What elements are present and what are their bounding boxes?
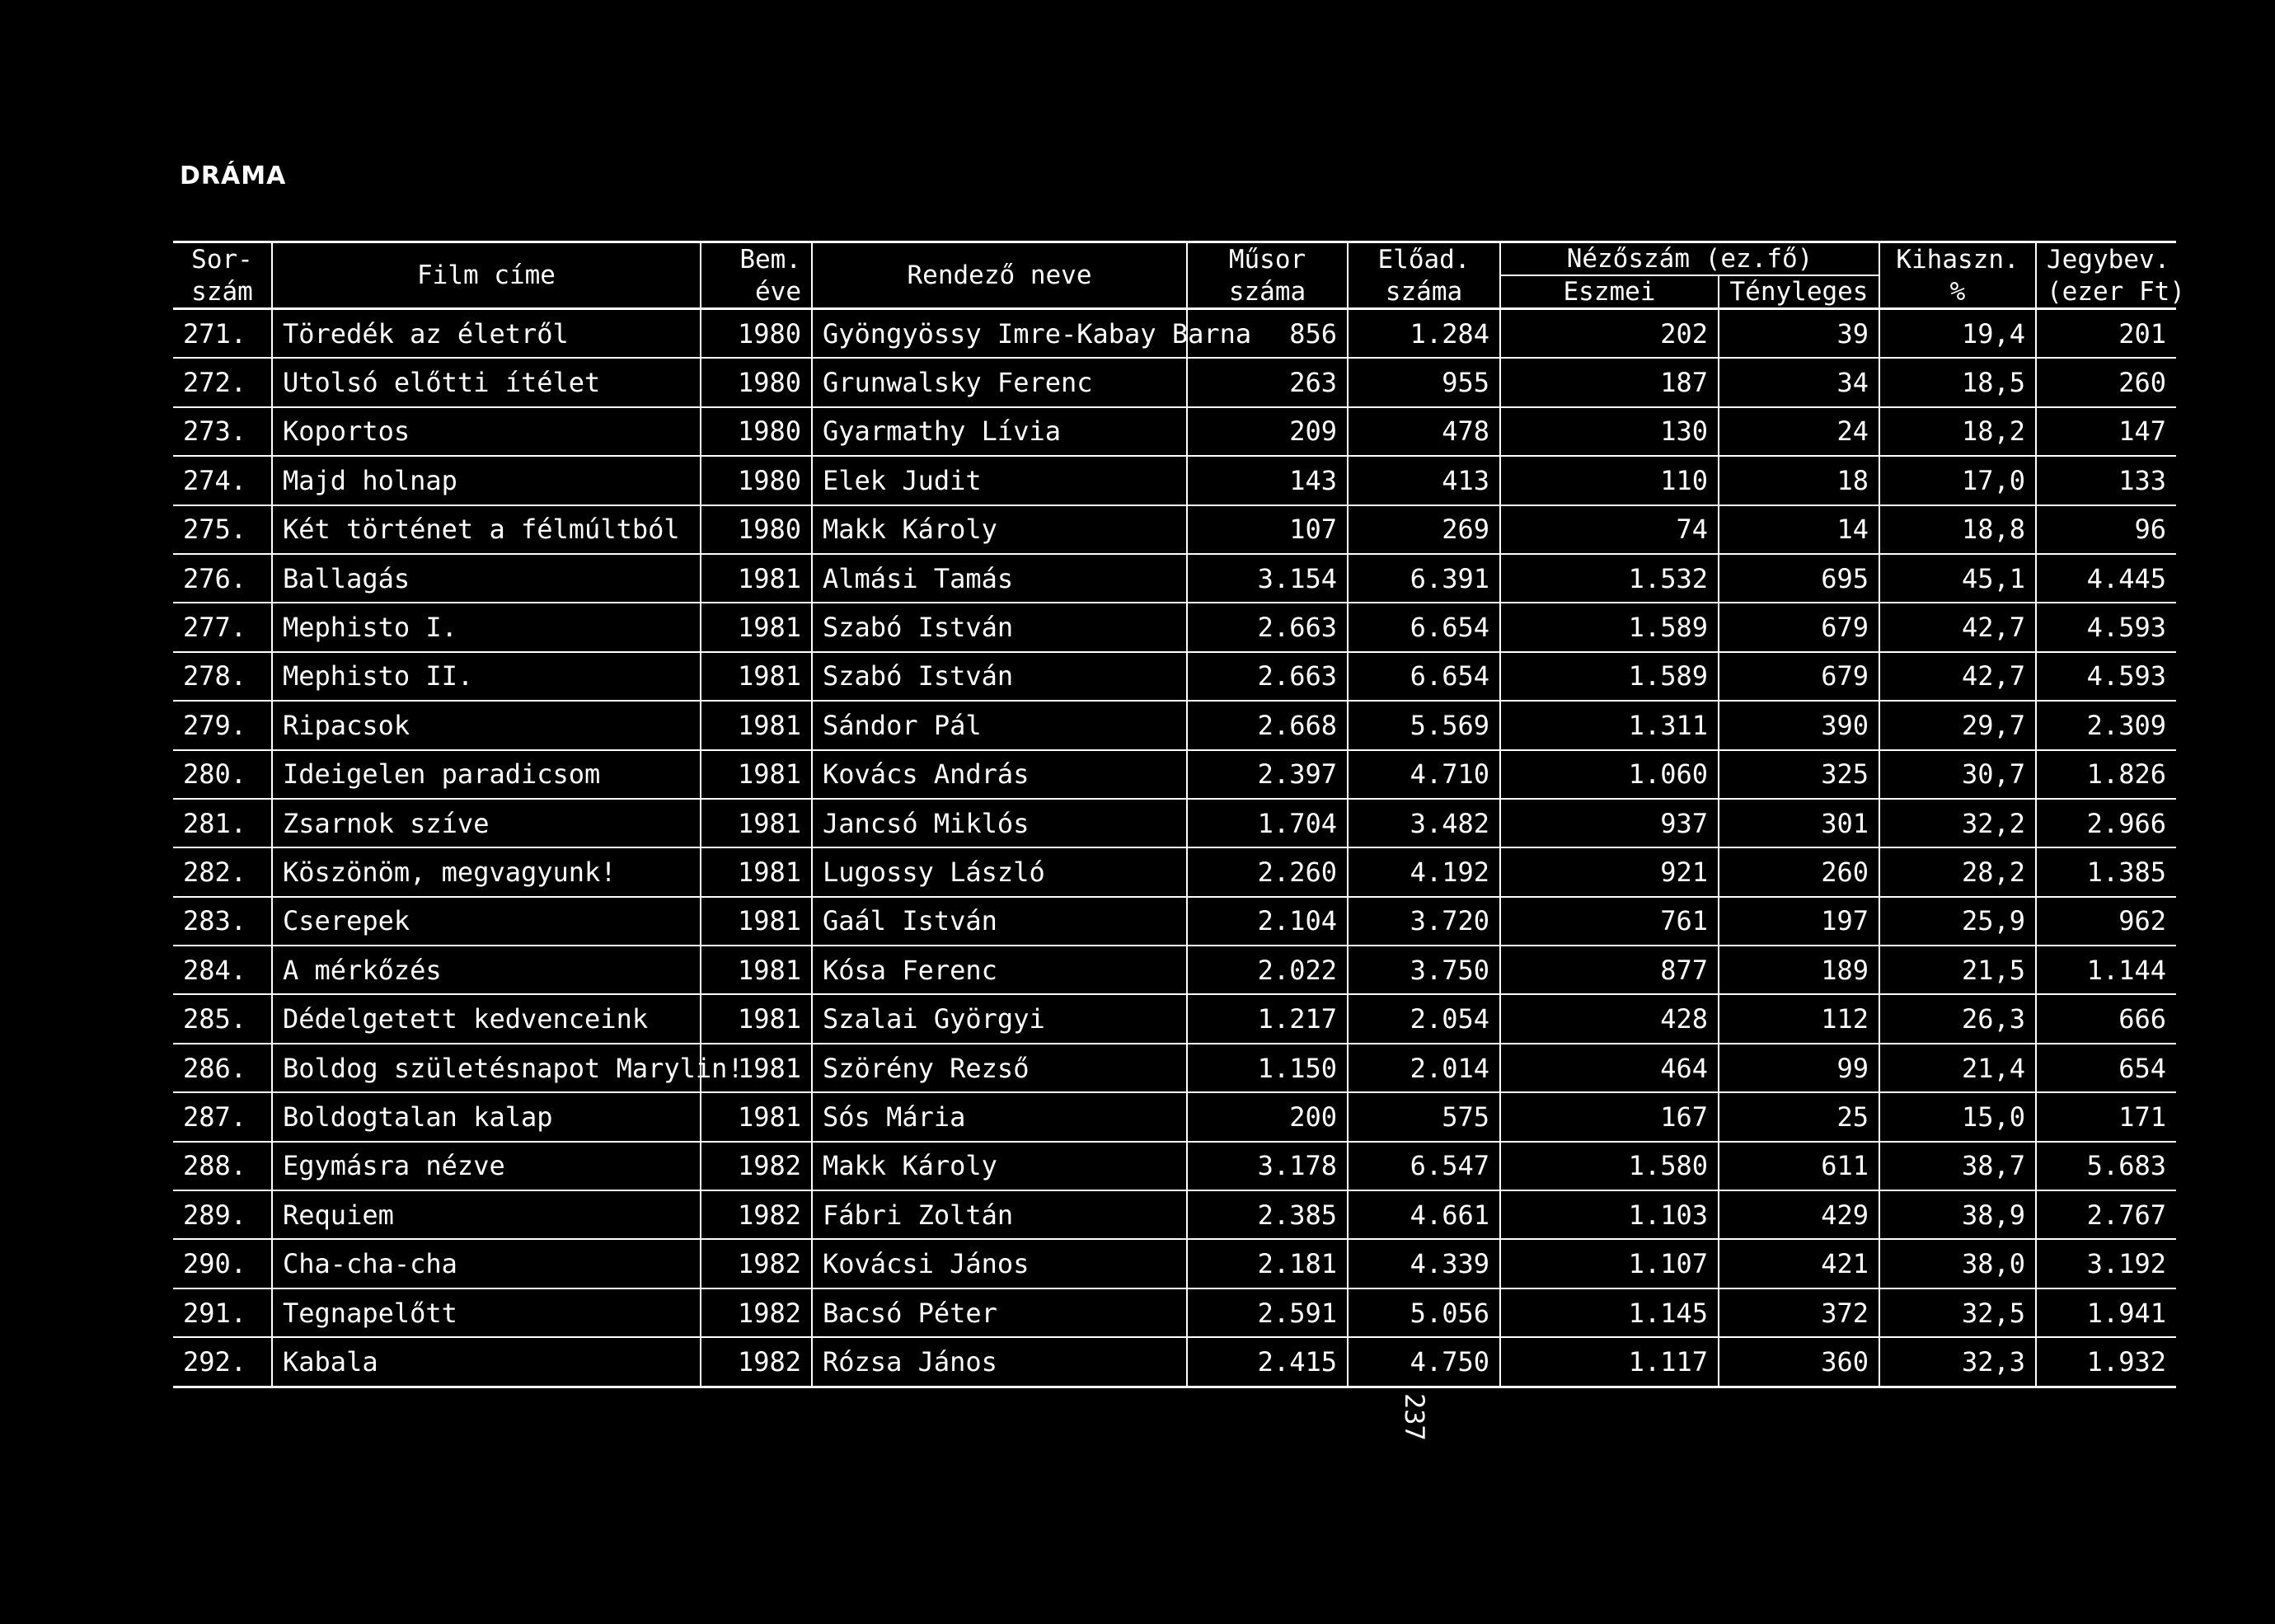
section-heading: DRÁMA <box>180 162 287 190</box>
row-number: 288. <box>173 1142 272 1190</box>
row-number: 278. <box>173 652 272 701</box>
actual-viewers: 679 <box>1719 603 1879 651</box>
director-name: Gaál István <box>812 897 1187 946</box>
screening-count: 478 <box>1348 407 1500 456</box>
actual-viewers: 112 <box>1719 994 1879 1043</box>
row-number: 273. <box>173 407 272 456</box>
screening-count: 4.710 <box>1348 750 1500 799</box>
utilization-percent: 28,2 <box>1879 847 2036 896</box>
utilization-percent: 18,8 <box>1879 505 2036 554</box>
nominal-viewers: 877 <box>1500 946 1719 994</box>
ticket-revenue: 962 <box>2036 897 2176 946</box>
director-name: Bacsó Péter <box>812 1288 1187 1337</box>
screening-count: 1.284 <box>1348 309 1500 359</box>
screening-count: 6.547 <box>1348 1142 1500 1190</box>
program-count: 2.104 <box>1187 897 1348 946</box>
table-row <box>173 897 2176 946</box>
program-count: 2.181 <box>1187 1239 1348 1288</box>
film-title: Cha-cha-cha <box>272 1239 701 1288</box>
screening-count: 3.482 <box>1348 799 1500 847</box>
actual-viewers: 39 <box>1719 309 1879 359</box>
nominal-viewers: 1.107 <box>1500 1239 1719 1288</box>
program-count: 2.668 <box>1187 701 1348 749</box>
release-year: 1982 <box>701 1239 812 1288</box>
release-year: 1981 <box>701 701 812 749</box>
table-row <box>173 847 2176 896</box>
table-row <box>173 1092 2176 1141</box>
director-name: Kovács András <box>812 750 1187 799</box>
program-count: 209 <box>1187 407 1348 456</box>
actual-viewers: 429 <box>1719 1190 1879 1239</box>
film-title: Ripacsok <box>272 701 701 749</box>
table-row <box>173 505 2176 554</box>
header-bem-1: Bem. <box>701 242 812 276</box>
film-title: Tegnapelőtt <box>272 1288 701 1337</box>
header-musor-1: Műsor <box>1187 242 1348 276</box>
table-row <box>173 554 2176 603</box>
ticket-revenue: 1.144 <box>2036 946 2176 994</box>
release-year: 1981 <box>701 750 812 799</box>
table-row <box>173 1288 2176 1337</box>
nominal-viewers: 921 <box>1500 847 1719 896</box>
actual-viewers: 679 <box>1719 652 1879 701</box>
nominal-viewers: 74 <box>1500 505 1719 554</box>
actual-viewers: 197 <box>1719 897 1879 946</box>
film-title: Majd holnap <box>272 456 701 505</box>
film-title: Két történet a félmúltból <box>272 505 701 554</box>
table-row <box>173 309 2176 359</box>
director-name: Sós Mária <box>812 1092 1187 1141</box>
nominal-viewers: 110 <box>1500 456 1719 505</box>
screening-count: 6.654 <box>1348 652 1500 701</box>
nominal-viewers: 1.589 <box>1500 603 1719 651</box>
actual-viewers: 24 <box>1719 407 1879 456</box>
utilization-percent: 38,9 <box>1879 1190 2036 1239</box>
director-name: Szabó István <box>812 603 1187 651</box>
row-number: 285. <box>173 994 272 1043</box>
ticket-revenue: 2.966 <box>2036 799 2176 847</box>
table-row <box>173 750 2176 799</box>
screening-count: 4.192 <box>1348 847 1500 896</box>
utilization-percent: 30,7 <box>1879 750 2036 799</box>
program-count: 2.663 <box>1187 603 1348 651</box>
utilization-percent: 29,7 <box>1879 701 2036 749</box>
utilization-percent: 18,2 <box>1879 407 2036 456</box>
utilization-percent: 21,5 <box>1879 946 2036 994</box>
utilization-percent: 32,5 <box>1879 1288 2036 1337</box>
program-count: 107 <box>1187 505 1348 554</box>
utilization-percent: 18,5 <box>1879 358 2036 406</box>
film-title: Boldogtalan kalap <box>272 1092 701 1141</box>
table-row <box>173 799 2176 847</box>
film-title: Mephisto II. <box>272 652 701 701</box>
release-year: 1982 <box>701 1288 812 1337</box>
utilization-percent: 26,3 <box>1879 994 2036 1043</box>
program-count: 2.397 <box>1187 750 1348 799</box>
table-row <box>173 946 2176 994</box>
ticket-revenue: 4.445 <box>2036 554 2176 603</box>
nominal-viewers: 202 <box>1500 309 1719 359</box>
film-title: Dédelgetett kedvenceink <box>272 994 701 1043</box>
actual-viewers: 18 <box>1719 456 1879 505</box>
director-name: Fábri Zoltán <box>812 1190 1187 1239</box>
release-year: 1981 <box>701 897 812 946</box>
screening-count: 4.750 <box>1348 1337 1500 1387</box>
nominal-viewers: 1.060 <box>1500 750 1719 799</box>
nominal-viewers: 428 <box>1500 994 1719 1043</box>
actual-viewers: 14 <box>1719 505 1879 554</box>
header-jegybev-2: (ezer Ft) <box>2036 275 2176 309</box>
film-title: Zsarnok szíve <box>272 799 701 847</box>
nominal-viewers: 167 <box>1500 1092 1719 1141</box>
screening-count: 2.054 <box>1348 994 1500 1043</box>
film-statistics-table <box>173 241 2185 1388</box>
utilization-percent: 32,2 <box>1879 799 2036 847</box>
program-count: 3.154 <box>1187 554 1348 603</box>
header-eszmei: Eszmei <box>1500 275 1719 309</box>
program-count: 1.150 <box>1187 1044 1348 1092</box>
director-name: Gyarmathy Lívia <box>812 407 1187 456</box>
ticket-revenue: 3.192 <box>2036 1239 2176 1288</box>
program-count: 2.385 <box>1187 1190 1348 1239</box>
screening-count: 6.391 <box>1348 554 1500 603</box>
release-year: 1980 <box>701 456 812 505</box>
film-title: Cserepek <box>272 897 701 946</box>
utilization-percent: 42,7 <box>1879 652 2036 701</box>
nominal-viewers: 761 <box>1500 897 1719 946</box>
release-year: 1981 <box>701 603 812 651</box>
row-number: 279. <box>173 701 272 749</box>
row-number: 286. <box>173 1044 272 1092</box>
utilization-percent: 21,4 <box>1879 1044 2036 1092</box>
ticket-revenue: 133 <box>2036 456 2176 505</box>
table-row <box>173 652 2176 701</box>
program-count: 263 <box>1187 358 1348 406</box>
ticket-revenue: 1.826 <box>2036 750 2176 799</box>
release-year: 1982 <box>701 1337 812 1387</box>
screening-count: 2.014 <box>1348 1044 1500 1092</box>
row-number: 290. <box>173 1239 272 1288</box>
director-name: Sándor Pál <box>812 701 1187 749</box>
release-year: 1981 <box>701 994 812 1043</box>
director-name: Szörény Rezső <box>812 1044 1187 1092</box>
screening-count: 6.654 <box>1348 603 1500 651</box>
table-row <box>173 456 2176 505</box>
actual-viewers: 390 <box>1719 701 1879 749</box>
release-year: 1980 <box>701 358 812 406</box>
director-name: Szalai Györgyi <box>812 994 1187 1043</box>
ticket-revenue: 260 <box>2036 358 2176 406</box>
header-bem-2: éve <box>701 275 812 309</box>
film-title: Egymásra nézve <box>272 1142 701 1190</box>
director-name: Grunwalsky Ferenc <box>812 358 1187 406</box>
film-title: Köszönöm, megvagyunk! <box>272 847 701 896</box>
table-row <box>173 603 2176 651</box>
nominal-viewers: 187 <box>1500 358 1719 406</box>
utilization-percent: 15,0 <box>1879 1092 2036 1141</box>
table-row <box>173 407 2176 456</box>
actual-viewers: 189 <box>1719 946 1879 994</box>
ticket-revenue: 654 <box>2036 1044 2176 1092</box>
table-row <box>173 358 2176 406</box>
ticket-revenue: 1.941 <box>2036 1288 2176 1337</box>
film-title: Boldog születésnapot Marylin! <box>272 1044 701 1092</box>
ticket-revenue: 5.683 <box>2036 1142 2176 1190</box>
nominal-viewers: 1.532 <box>1500 554 1719 603</box>
utilization-percent: 25,9 <box>1879 897 2036 946</box>
row-number: 280. <box>173 750 272 799</box>
actual-viewers: 360 <box>1719 1337 1879 1387</box>
release-year: 1980 <box>701 309 812 359</box>
program-count: 2.663 <box>1187 652 1348 701</box>
ticket-revenue: 171 <box>2036 1092 2176 1141</box>
ticket-revenue: 201 <box>2036 309 2176 359</box>
screening-count: 3.750 <box>1348 946 1500 994</box>
program-count: 856 <box>1187 309 1348 359</box>
row-number: 275. <box>173 505 272 554</box>
director-name: Makk Károly <box>812 505 1187 554</box>
ticket-revenue: 2.309 <box>2036 701 2176 749</box>
screening-count: 3.720 <box>1348 897 1500 946</box>
screening-count: 575 <box>1348 1092 1500 1141</box>
utilization-percent: 32,3 <box>1879 1337 2036 1387</box>
actual-viewers: 325 <box>1719 750 1879 799</box>
header-kihaszn-1: Kihaszn. <box>1879 242 2036 276</box>
utilization-percent: 38,7 <box>1879 1142 2036 1190</box>
release-year: 1981 <box>701 847 812 896</box>
table-row <box>173 1142 2176 1190</box>
row-number: 272. <box>173 358 272 406</box>
header-sorszam-1: Sor- <box>173 242 272 276</box>
director-name: Makk Károly <box>812 1142 1187 1190</box>
table-row <box>173 701 2176 749</box>
header-nezoszam: Nézőszám (ez.fő) <box>1500 242 1879 276</box>
ticket-revenue: 4.593 <box>2036 603 2176 651</box>
header-eload-2: száma <box>1348 275 1500 309</box>
utilization-percent: 38,0 <box>1879 1239 2036 1288</box>
screening-count: 269 <box>1348 505 1500 554</box>
screening-count: 4.661 <box>1348 1190 1500 1239</box>
row-number: 284. <box>173 946 272 994</box>
director-name: Lugossy László <box>812 847 1187 896</box>
release-year: 1981 <box>701 1092 812 1141</box>
nominal-viewers: 130 <box>1500 407 1719 456</box>
release-year: 1981 <box>701 946 812 994</box>
actual-viewers: 301 <box>1719 799 1879 847</box>
screening-count: 5.056 <box>1348 1288 1500 1337</box>
header-tenyleges: Tényleges <box>1719 275 1879 309</box>
film-title: A mérkőzés <box>272 946 701 994</box>
director-name: Szabó István <box>812 652 1187 701</box>
row-number: 283. <box>173 897 272 946</box>
row-number: 277. <box>173 603 272 651</box>
release-year: 1980 <box>701 407 812 456</box>
header-director: Rendező neve <box>812 242 1187 309</box>
film-title: Kabala <box>272 1337 701 1387</box>
utilization-percent: 42,7 <box>1879 603 2036 651</box>
actual-viewers: 260 <box>1719 847 1879 896</box>
director-name: Elek Judit <box>812 456 1187 505</box>
program-count: 143 <box>1187 456 1348 505</box>
director-name: Gyöngyössy Imre-Kabay Barna <box>812 309 1187 359</box>
header-musor-2: száma <box>1187 275 1348 309</box>
program-count: 2.260 <box>1187 847 1348 896</box>
actual-viewers: 695 <box>1719 554 1879 603</box>
row-number: 281. <box>173 799 272 847</box>
nominal-viewers: 1.589 <box>1500 652 1719 701</box>
program-count: 2.591 <box>1187 1288 1348 1337</box>
release-year: 1981 <box>701 554 812 603</box>
program-count: 1.704 <box>1187 799 1348 847</box>
film-title: Requiem <box>272 1190 701 1239</box>
header-jegybev-1: Jegybev. <box>2036 242 2176 276</box>
ticket-revenue: 4.593 <box>2036 652 2176 701</box>
actual-viewers: 99 <box>1719 1044 1879 1092</box>
film-title: Ballagás <box>272 554 701 603</box>
ticket-revenue: 96 <box>2036 505 2176 554</box>
release-year: 1981 <box>701 1044 812 1092</box>
ticket-revenue: 666 <box>2036 994 2176 1043</box>
director-name: Kósa Ferenc <box>812 946 1187 994</box>
program-count: 2.415 <box>1187 1337 1348 1387</box>
header-film-title: Film címe <box>272 242 701 309</box>
release-year: 1982 <box>701 1142 812 1190</box>
nominal-viewers: 1.103 <box>1500 1190 1719 1239</box>
program-count: 200 <box>1187 1092 1348 1141</box>
row-number: 291. <box>173 1288 272 1337</box>
nominal-viewers: 464 <box>1500 1044 1719 1092</box>
table-row <box>173 1044 2176 1092</box>
row-number: 282. <box>173 847 272 896</box>
film-title: Töredék az életről <box>272 309 701 359</box>
nominal-viewers: 1.580 <box>1500 1142 1719 1190</box>
header-eload-1: Előad. <box>1348 242 1500 276</box>
release-year: 1982 <box>701 1190 812 1239</box>
row-number: 287. <box>173 1092 272 1141</box>
film-title: Koportos <box>272 407 701 456</box>
ticket-revenue: 2.767 <box>2036 1190 2176 1239</box>
director-name: Kovácsi János <box>812 1239 1187 1288</box>
table-header <box>173 242 2185 309</box>
utilization-percent: 17,0 <box>1879 456 2036 505</box>
ticket-revenue: 1.385 <box>2036 847 2176 896</box>
film-title: Utolsó előtti ítélet <box>272 358 701 406</box>
program-count: 3.178 <box>1187 1142 1348 1190</box>
ticket-revenue: 1.932 <box>2036 1337 2176 1387</box>
actual-viewers: 34 <box>1719 358 1879 406</box>
release-year: 1980 <box>701 505 812 554</box>
actual-viewers: 25 <box>1719 1092 1879 1141</box>
release-year: 1981 <box>701 799 812 847</box>
row-number: 289. <box>173 1190 272 1239</box>
screening-count: 413 <box>1348 456 1500 505</box>
table-row <box>173 1337 2176 1387</box>
table-row <box>173 1190 2176 1239</box>
row-number: 276. <box>173 554 272 603</box>
nominal-viewers: 1.117 <box>1500 1337 1719 1387</box>
director-name: Jancsó Miklós <box>812 799 1187 847</box>
row-number: 292. <box>173 1337 272 1387</box>
table-row <box>173 994 2176 1043</box>
table-body <box>173 309 2176 1387</box>
program-count: 2.022 <box>1187 946 1348 994</box>
utilization-percent: 45,1 <box>1879 554 2036 603</box>
table-row <box>173 1239 2176 1288</box>
nominal-viewers: 1.145 <box>1500 1288 1719 1337</box>
nominal-viewers: 1.311 <box>1500 701 1719 749</box>
film-title: Mephisto I. <box>272 603 701 651</box>
header-sorszam-2: szám <box>191 276 253 307</box>
program-count: 1.217 <box>1187 994 1348 1043</box>
film-title: Ideigelen paradicsom <box>272 750 701 799</box>
director-name: Rózsa János <box>812 1337 1187 1387</box>
screening-count: 955 <box>1348 358 1500 406</box>
row-number: 274. <box>173 456 272 505</box>
screening-count: 5.569 <box>1348 701 1500 749</box>
actual-viewers: 421 <box>1719 1239 1879 1288</box>
nominal-viewers: 937 <box>1500 799 1719 847</box>
utilization-percent: 19,4 <box>1879 309 2036 359</box>
ticket-revenue: 147 <box>2036 407 2176 456</box>
row-number: 271. <box>173 309 272 359</box>
screening-count: 4.339 <box>1348 1239 1500 1288</box>
actual-viewers: 372 <box>1719 1288 1879 1337</box>
page-number: 237 <box>1399 1393 1430 1441</box>
director-name: Almási Tamás <box>812 554 1187 603</box>
actual-viewers: 611 <box>1719 1142 1879 1190</box>
header-kihaszn-2: % <box>1879 275 2036 309</box>
release-year: 1981 <box>701 652 812 701</box>
